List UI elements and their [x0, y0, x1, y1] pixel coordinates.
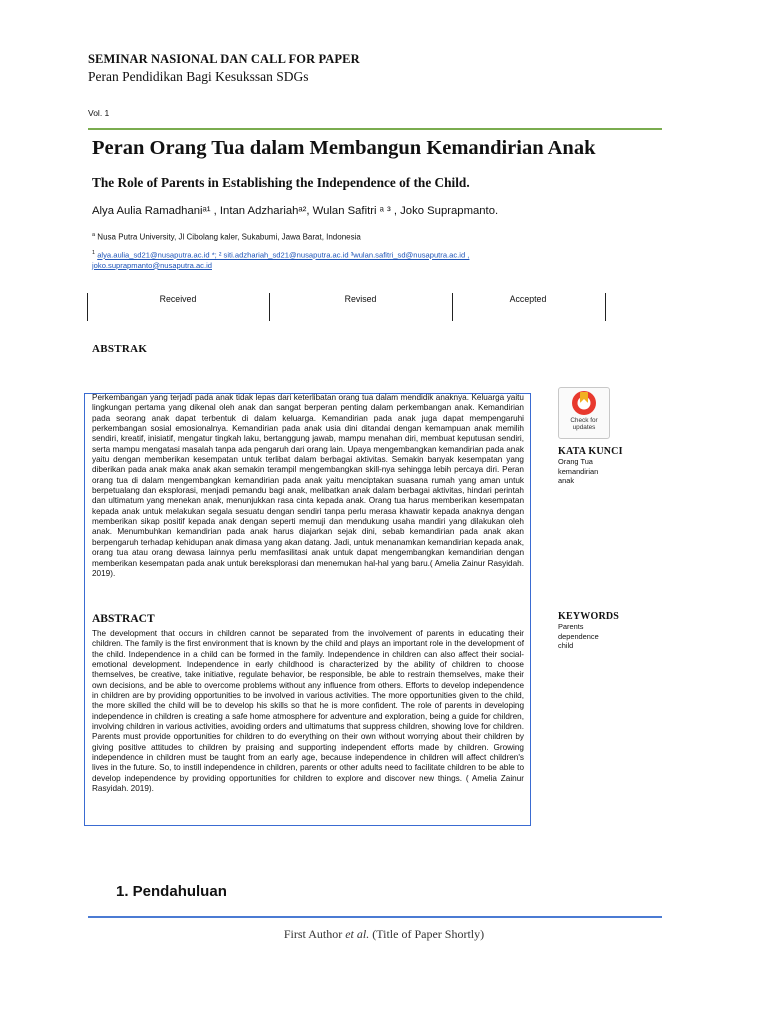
email-link-primary[interactable]: alya.aulia_sd21@nusaputra.ac.id *; ² siti.adzhariah_sd21@nusaputra.ac.id ³wulan.safitri_sd@nusaputra.ac.id , — [97, 250, 470, 260]
keywords-heading: KEYWORDS — [558, 611, 620, 622]
abstract-heading: ABSTRACT — [92, 613, 155, 625]
submission-dates-row — [87, 293, 607, 321]
kata-kunci-item: kemandirian — [558, 466, 599, 476]
keyword-item: child — [558, 641, 574, 650]
header-divider — [88, 128, 662, 130]
section-heading: 1. Pendahuluan — [116, 883, 227, 900]
kata-kunci-item: Orang Tua — [558, 457, 593, 466]
abstract-text: The development that occurs in children cannot be separated from the involvement of parents in educating their children. The family is the first environment that is known by the child and plays an important role in the development of the child. Independence in a child can be formed in the family. Independence in children can also affect their social-emotional development. Independence in early childhood is characterized by the ability of children to choose themselves, be creative, take initiative, regulate behavior, be responsible, be able to restrain themselves, make their own decisions, and be able to overcome problems without any influence from others. Efforts to develop independence in children are by providing opportunities to be involved in various activities. The more opportunities given to the child, the more skilled the child will be to develop his skills so that he is more confident. The role of parents in developing independence in children is creating a safe home atmosphere for adventure and exploration, being a guide for children, involving children in various activities, avoiding orders and ultimatums that suppress children, showing love for children. Parents must provide opportunities for children to do everything on their own without worrying about their children by giving positive attitudes to children by praising and supporting independent efforts made by children. Growing independence in children must be taught from an early age, because independence in children will affect children's lives in the future. So, to instill independence in children, parents or other adults need to facilitate children to be able to develop independence by providing opportunities for children to explore and discover new things. ( Amelia Zainur Rasyidah. 2019). — [92, 629, 524, 794]
keyword-item: Parents — [558, 622, 584, 631]
keywords-list — [558, 622, 599, 651]
kata-kunci-heading: KATA KUNCI — [558, 446, 623, 457]
received-label: Received — [159, 294, 197, 304]
affiliation-marker: a — [92, 232, 96, 238]
badge-label-line-1: Check for — [570, 417, 598, 424]
volume-label: Vol. 1 — [88, 108, 110, 118]
section-divider — [88, 916, 662, 918]
column-divider — [605, 293, 606, 321]
check-for-updates-label — [559, 417, 609, 431]
email-link-secondary[interactable]: joko.suprapmanto@nusaputra.ac.id — [92, 260, 212, 270]
affiliation — [92, 232, 361, 242]
check-for-updates-badge[interactable] — [558, 387, 610, 439]
abstrak-heading: ABSTRAK — [92, 343, 148, 355]
article-title: Peran Orang Tua dalam Membangun Kemandirian Anak — [92, 137, 596, 159]
footer-etal: et al. — [345, 927, 370, 941]
footer-suffix: (Title of Paper Shortly) — [369, 927, 485, 941]
badge-label-line-2: updates — [572, 424, 596, 431]
footer-prefix: First Author — [283, 927, 346, 941]
article-title-english: The Role of Parents in Establishing the Independence of the Child. — [92, 175, 470, 190]
accepted-label: Accepted — [509, 294, 547, 304]
keyword-item: dependence — [558, 631, 599, 641]
check-for-updates-icon — [559, 388, 609, 418]
page-footer — [0, 927, 768, 942]
author-emails — [92, 248, 552, 271]
email-marker: 1 — [92, 250, 96, 256]
revised-label: Revised — [344, 294, 377, 304]
kata-kunci-item: anak — [558, 476, 575, 485]
kata-kunci-list — [558, 457, 598, 486]
author-list: Alya Aulia Ramadhaniᵃ¹ , Intan Adzhariahᵃ², Wulan Safitri ᵃ ³ , Joko Suprapmanto. — [92, 205, 499, 217]
abstrak-text: Perkembangan yang terjadi pada anak tidak lepas dari keterlibatan orang tua dalam mendidik anaknya. Keluarga yaitu lingkungan pertama yang dikenal oleh anak dan sangat berperan penting dalam perkembangan anak. Kemandirian pada seorang anak dapat terbentuk di dalam keluarga. Kemandirian pada anak juga dapat mempengaruhi perkembangan sosial emosionalnya. Kemandirian pada anak usia dini ditandai dengan kemampuan anak memilih sendiri, kreatif, inisiatif, mengatur tingkah laku, bertanggung jawab, mampu menahan diri, membuat keputusan sendiri, serta mampu mengatasi masalah tanpa ada pengaruh dari orang lain. Upaya mengembangkan kemandirian pada anak yaitu dengan memberikan kesempatan untuk terlibat dalam berbagai aktivitas. Semakin banyak kesempatan yang diberikan pada anak maka anak akan semakin terampil mengembangkan skill-nya sehingga lebih percaya diri. Peran orang tua di dalam mengembangkan kemandirian pada anak yaitu menciptakan suasana rumah yang aman untuk berpetualang dan eksplorasi, menjadi pemandu bagi anak, melibatkan anak dalam berbagai aktivitas, hindari perintah dan ultimatum yang menekan anak, menunjukkan rasa cinta kepada anak. Orang tua harus memberikan kesempatan kepada anak untuk melakukan segala sesuatu dengan sendiri tanpa perlu merasa khawatir kepada anaknya dengan memberikan sikap positif kepada anak dengan seperti memuji dan mendukung usaha mandiri yang dilakukan oleh anak. Menumbuhkan kemandirian pada anak harus diajarkan sejak dini, sebab kemandirian pada anak akan berpengaruh terhadap kehidupan anak dimasa yang akan datang. Jadi, untuk menanamkan kemandirian kepada anak, orang tua atau orang dewasa lainnya perlu memfasilitasi anak untuk dapat mengembangkan kemandirian dengan memberikan kesempatan pada anak untuk bereksplorasi dan menemukan hal-hal yang baru.( Amelia Zainur Rasyidah. 2019). — [92, 393, 524, 578]
affiliation-text: Nusa Putra University, Jl Cibolang kaler, Sukabumi, Jawa Barat, Indonesia — [97, 232, 361, 242]
seminar-title: SEMINAR NASIONAL DAN CALL FOR PAPER — [88, 52, 360, 66]
seminar-subtitle: Peran Pendidikan Bagi Kesukssan SDGs — [88, 69, 309, 84]
